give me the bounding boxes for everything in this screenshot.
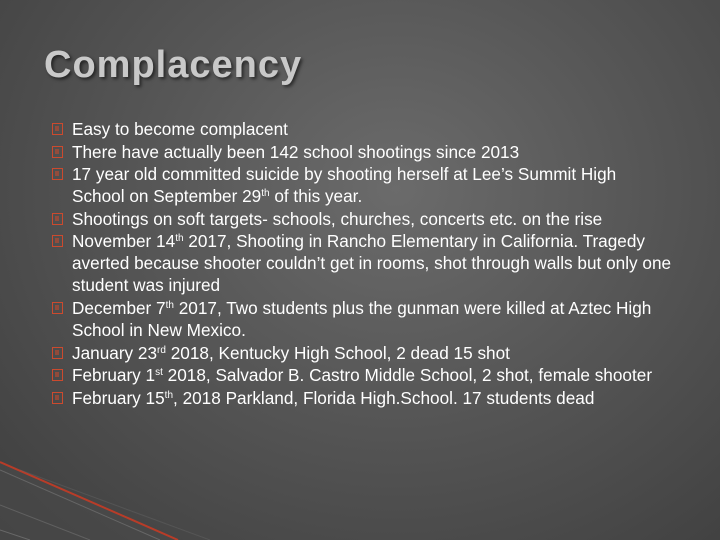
bullet-text-segment: 2017, Two students plus the gunman were killed at Aztec High School in New Mexico. [72, 297, 652, 340]
bullet-text [72, 388, 594, 408]
bullet-text [72, 209, 602, 229]
ordinal-suffix: th [164, 389, 174, 401]
bullet-text [72, 365, 652, 385]
ordinal-suffix: th [261, 188, 270, 200]
square-bullet-icon [52, 235, 63, 247]
bullet-item [52, 118, 672, 140]
square-bullet-icon [52, 369, 63, 381]
bullet-item [52, 297, 672, 341]
slide-title: Complacency [44, 44, 303, 86]
bullet-text-segment: 2018, Salvador B. Castro Middle School, 2 shot, female shooter [162, 365, 653, 386]
bullet-text [72, 298, 651, 340]
bullet-text-segment: There have actually been 142 school shootings since 2013 [72, 141, 520, 162]
bullet-text-segment: Shootings on soft targets- schools, churches, concerts etc. on the rise [72, 208, 603, 229]
bullet-text-segment: of this year. [269, 186, 363, 207]
square-bullet-icon [52, 168, 63, 180]
bullet-item [52, 342, 672, 364]
square-bullet-icon [52, 123, 63, 135]
bullet-text-segment: January 23 [72, 342, 158, 363]
bullet-text-segment: December 7 [72, 297, 166, 318]
bullet-text-segment: 2017, Shooting in Rancho Elementary in California. Tragedy averted because shooter couldn’t get in rooms, shot through walls but only one student was injured [72, 231, 672, 296]
bullet-text [72, 231, 671, 295]
bullet-text-segment: 17 year old committed suicide by shooting herself at Lee’s Summit High School on September 29 [72, 164, 617, 207]
bullet-text [72, 142, 519, 162]
bullet-text [72, 343, 510, 363]
bullet-item [52, 141, 672, 163]
bullet-item [52, 387, 672, 409]
bullet-item [52, 208, 672, 230]
bullet-text [72, 119, 288, 139]
square-bullet-icon [52, 302, 63, 314]
bullet-text-segment: , 2018 Parkland, Florida High.School. 17 students dead [173, 387, 595, 408]
square-bullet-icon [52, 213, 63, 225]
bullet-item [52, 364, 672, 386]
square-bullet-icon [52, 146, 63, 158]
bullet-text [72, 164, 616, 206]
bullet-text-segment: 2018, Kentucky High School, 2 dead 15 shot [165, 342, 510, 363]
ordinal-suffix: st [155, 367, 163, 379]
bullet-text-segment: November 14 [72, 231, 176, 252]
ordinal-suffix: th [175, 233, 184, 245]
bullet-list [52, 118, 672, 409]
bullet-item [52, 230, 672, 296]
bullet-text-segment: February 1 [72, 365, 156, 386]
ordinal-suffix: th [165, 299, 174, 311]
bullet-text-segment: February 15 [72, 387, 165, 408]
bullet-text-segment: Easy to become complacent [72, 119, 288, 139]
square-bullet-icon [52, 392, 63, 404]
square-bullet-icon [52, 347, 63, 359]
ordinal-suffix: rd [157, 344, 166, 356]
bullet-item [52, 163, 672, 207]
